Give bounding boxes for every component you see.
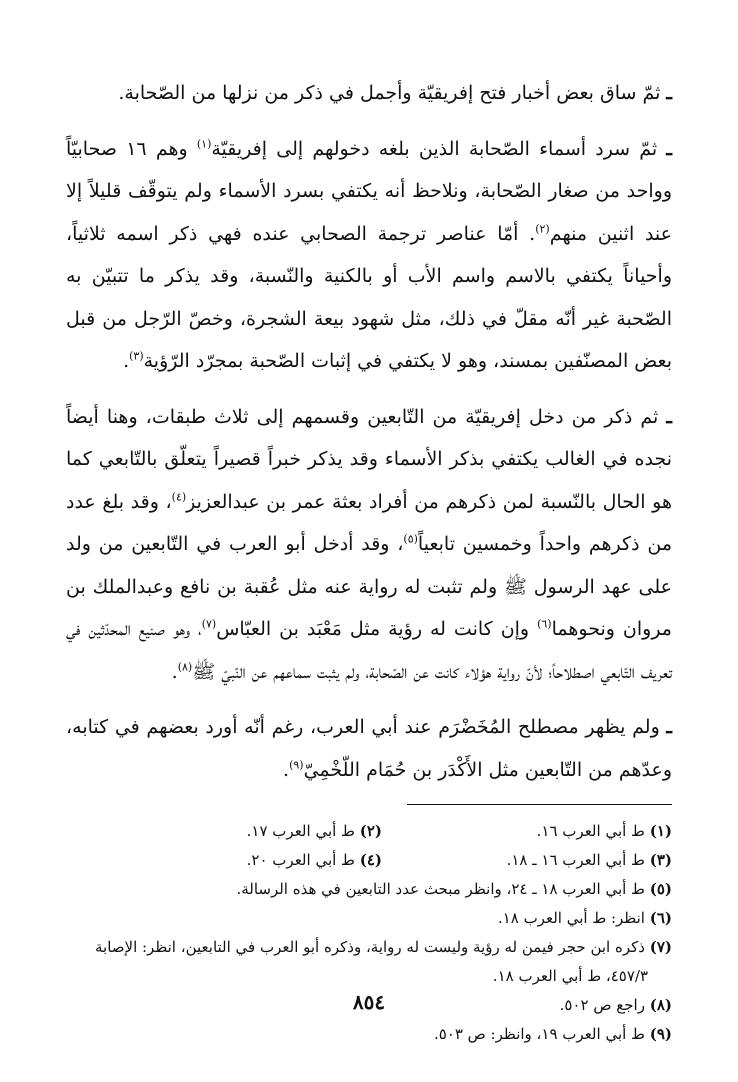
footnote-ref-8[interactable]: (٨) xyxy=(177,660,193,674)
footnote-text: ط أبي العرب ١٦ ـ ١٨. xyxy=(506,851,645,869)
footnote-4 xyxy=(92,846,382,875)
footnote-number: (٤) xyxy=(359,851,382,869)
footnote-row xyxy=(66,846,672,875)
paragraph-conquest xyxy=(66,72,672,115)
footnote-text: ط أبي العرب ١٦. xyxy=(536,822,645,840)
paragraph-text: ، وقد بلغ عدد من ذكرهم واحداً وخمسين تابعياً xyxy=(66,490,672,555)
paragraph-companions xyxy=(66,128,672,383)
footnote-ref-5[interactable]: (٥) xyxy=(403,532,418,546)
paragraph-text: وهم ١٦ صحابيّاً وواحد من صغار الصّحابة، ونلاحظ أنه يكتفي بسرد الأسماء ولم يتوقّف قليلاً إلا عند اثنين منهم xyxy=(66,137,672,245)
footnote-5 xyxy=(66,875,672,904)
paragraph-text: ، وهو صنيع المحدّثين في تعريف التّابعي اصطلاحاً؛ لأنّ رواية هؤلاء كانت عن الصّحابة، ولم يثبت سماعهم عن النّبيّ ﷺ xyxy=(66,618,672,683)
footnote-7 xyxy=(66,933,672,991)
footnote-number: (٧) xyxy=(649,938,672,956)
paragraph-mukhadram xyxy=(66,706,672,791)
footnote-1 xyxy=(382,817,672,846)
footnotes xyxy=(66,817,672,1049)
footnote-number: (٢) xyxy=(359,822,382,840)
page-number: ٨٥٤ xyxy=(352,990,386,1014)
footnote-text: ط أبي العرب ١٧. xyxy=(246,822,355,840)
paragraph-text: ثمّ ساق بعض أخبار فتح إفريقيّة وأجمل في ذكر من نزلها من الصّحابة. xyxy=(118,82,667,104)
dash-marker: ـ xyxy=(666,716,672,738)
footnote-separator xyxy=(407,804,672,805)
paragraph-text: وإن كانت له رؤية مثل مَعْبَد بن العبّاس xyxy=(216,618,538,640)
dash-marker: ـ xyxy=(666,82,672,104)
footnote-number: (٩) xyxy=(649,1025,672,1043)
footnote-9 xyxy=(66,1020,672,1049)
dash-marker: ـ xyxy=(666,405,672,428)
footnote-ref-3[interactable]: (٣) xyxy=(129,349,144,363)
footnote-number: (٦) xyxy=(649,909,672,927)
footnote-row xyxy=(66,817,672,846)
footnote-6 xyxy=(66,904,672,933)
paragraph-text: ثمّ سرد أسماء الصّحابة الذين بلغه دخولهم إلى إفريقيّة xyxy=(211,137,667,160)
paragraph-text: ثم ذكر من دخل إفريقيّة من التّابعين وقسمهم إلى ثلاث طبقات، وهنا أيضاً نجده في الغالب يكتفي بذكر الأسماء وقد يذكر خبراً قصيراً يتعلّق بالتّابعي كما هو الحال بالنّسبة لمن ذكرهم من أفراد بعثة عمر بن عبدالعزيز xyxy=(66,405,672,513)
footnote-ref-4[interactable]: (٤) xyxy=(171,490,187,504)
footnote-text: ط أبي العرب ١٩، وانظر: ص ٥٠٣. xyxy=(433,1025,645,1043)
paragraph-text: ولم يظهر مصطلح المُخَضْرَم عند أبي العرب، رغم أنّه أورد بعضهم في كتابه، وعدّهم من التّابعين مثل الأَكْدَر بن حُمَام اللّخْمِيّ xyxy=(66,716,672,781)
footnote-text: ط أبي العرب ٢٠. xyxy=(246,851,355,869)
footnote-text: ط أبي العرب ١٨ ـ ٢٤، وانظر مبحث عدد التابعين في هذه الرسالة. xyxy=(236,880,645,898)
paragraph-text: . xyxy=(171,660,178,683)
footnote-number: (٥) xyxy=(649,880,672,898)
footnote-3 xyxy=(382,846,672,875)
paragraph-text: . أمّا عناصر ترجمة الصحابي عنده فهي ذكر اسمه ثلاثياً، وأحياناً يكتفي بالاسم واسم الأب أو بالكنية والنّسبة، وقد يذكر ما تتبيّن به الصّحبة غير أنّه مقلّ في ذلك، مثل شهود بيعة الشجرة، وخصّ الرّجل من قبل بعض المصنّفين بمسند، وهو لا يكتفي في إثبات الصّحبة بمجرّد الرّؤية xyxy=(66,222,672,372)
footnote-ref-7[interactable]: (٧) xyxy=(201,617,217,631)
footnote-text: انظر: ط أبي العرب ١٨. xyxy=(497,909,645,927)
footnote-text: ذكره ابن حجر فيمن له رؤية وليست له رواية، وذكره أبو العرب في التابعين، انظر: الإصابة ٤٥٧/٣، ط أبي العرب ١٨. xyxy=(94,938,648,985)
paragraph-text: . xyxy=(123,350,130,372)
paragraph-text: ، وقد أدخل أبو العرب في التّابعين من ولد على عهد الرسول ﷺ ولم تثبت له رواية عنه مثل عُقبة بن نافع وعبدالملك بن مروان ونحوهما xyxy=(66,533,672,640)
footnote-ref-1[interactable]: (١) xyxy=(196,137,212,151)
footnote-number: (٨) xyxy=(649,996,672,1014)
footnote-ref-2[interactable]: (٢) xyxy=(535,222,550,236)
dash-marker: ـ xyxy=(666,137,672,160)
footnote-number: (١) xyxy=(649,822,672,840)
footnote-ref-9[interactable]: (٩) xyxy=(289,758,304,772)
footnote-ref-6[interactable]: (٦) xyxy=(537,617,552,631)
footnote-2 xyxy=(92,817,382,846)
footnote-text: راجع ص ٥٠٢. xyxy=(559,996,645,1014)
paragraph-followers xyxy=(66,396,672,694)
paragraph-text: . xyxy=(283,758,290,781)
footnote-number: (٣) xyxy=(649,851,672,869)
